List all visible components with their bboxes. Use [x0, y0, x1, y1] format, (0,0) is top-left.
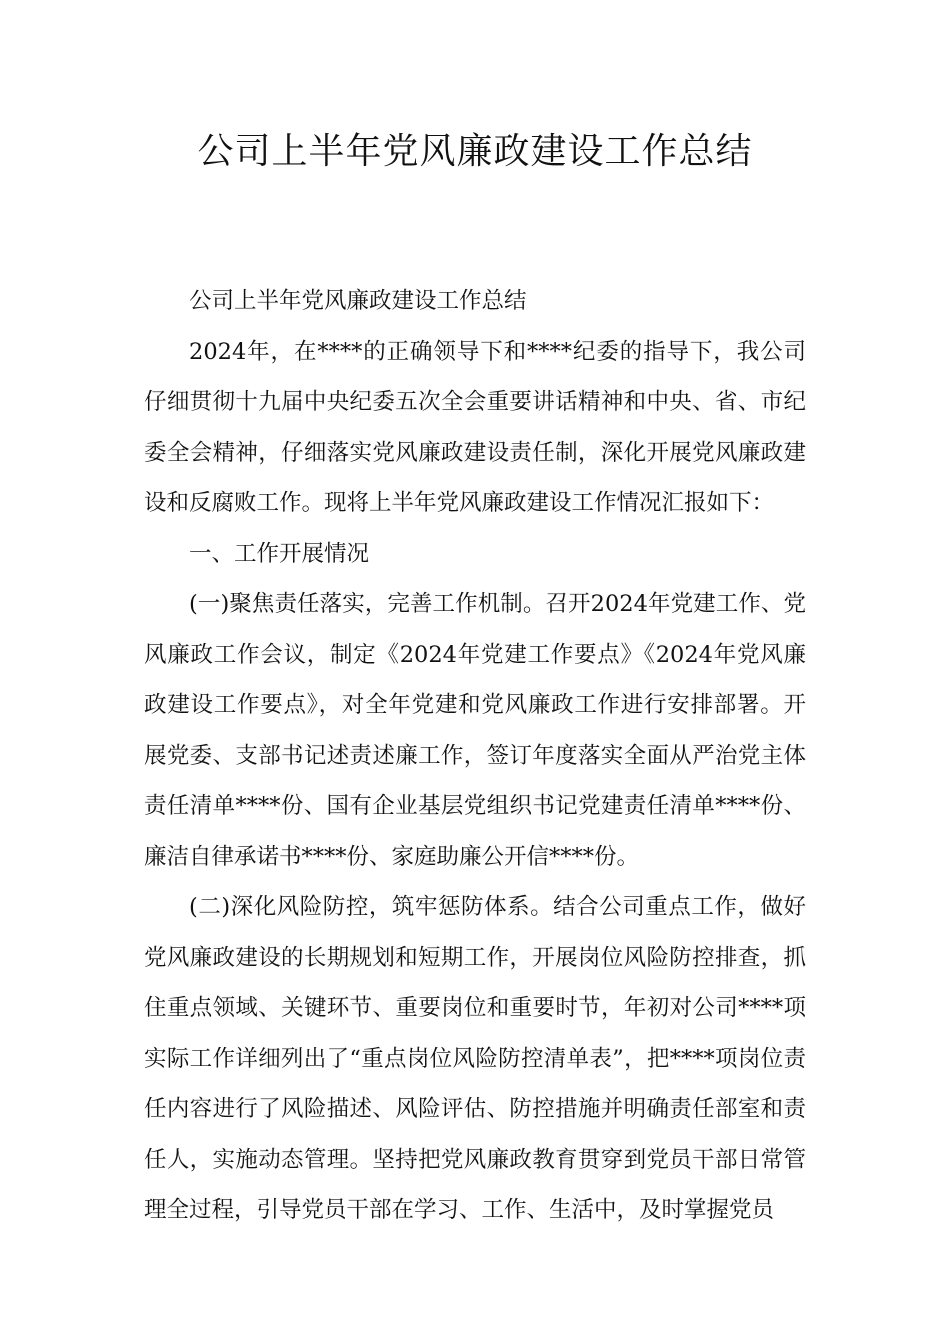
document-title: 公司上半年党风廉政建设工作总结: [197, 131, 753, 172]
intro-paragraph: 2024年，在****的正确领导下和****纪委的指导下，我公司仔细贯彻十九届中央纪委五次全会重要讲话精神和中央、省、市纪委全会精神，仔细落实党风廉政建设责任制，深化开展党风廉政建设和反腐败工作。现将上半年党风廉政建设工作情况汇报如下：: [144, 338, 806, 516]
subtitle-paragraph: 公司上半年党风廉政建设工作总结: [189, 288, 527, 314]
item-two-paragraph: (二)深化风险防控，筑牢惩防体系。结合公司重点工作，做好党风廉政建设的长期规划和短期工作，开展岗位风险防控排查，抓住重点领域、关键环节、重要岗位和重要时节，年初对公司****项实际工作详细列出了“重点岗位风险防控清单表”，把****项岗位责任内容进行了风险描述、风险评估、防控措施并明确责任部室和责任人，实施动态管理。坚持把党风廉政教育贯穿到党员干部日常管理全过程，引导党员干部在学习、工作、生活中，及时掌握党员: [144, 894, 806, 1223]
item-one-paragraph: (一)聚焦责任落实，完善工作机制。召开2024年党建工作、党风廉政工作会议，制定《2024年党建工作要点》《2024年党风廉政建设工作要点》，对全年党建和党风廉政工作进行安排部署。开展党委、支部书记述责述廉工作，签订年度落实全面从严治党主体责任清单****份、国有企业基层党组织书记党建责任清单****份、廉洁自律承诺书****份、家庭助廉公开信****份。: [144, 591, 806, 870]
document-body: [144, 276, 806, 1236]
section-heading: 一、工作开展情况: [189, 540, 370, 567]
